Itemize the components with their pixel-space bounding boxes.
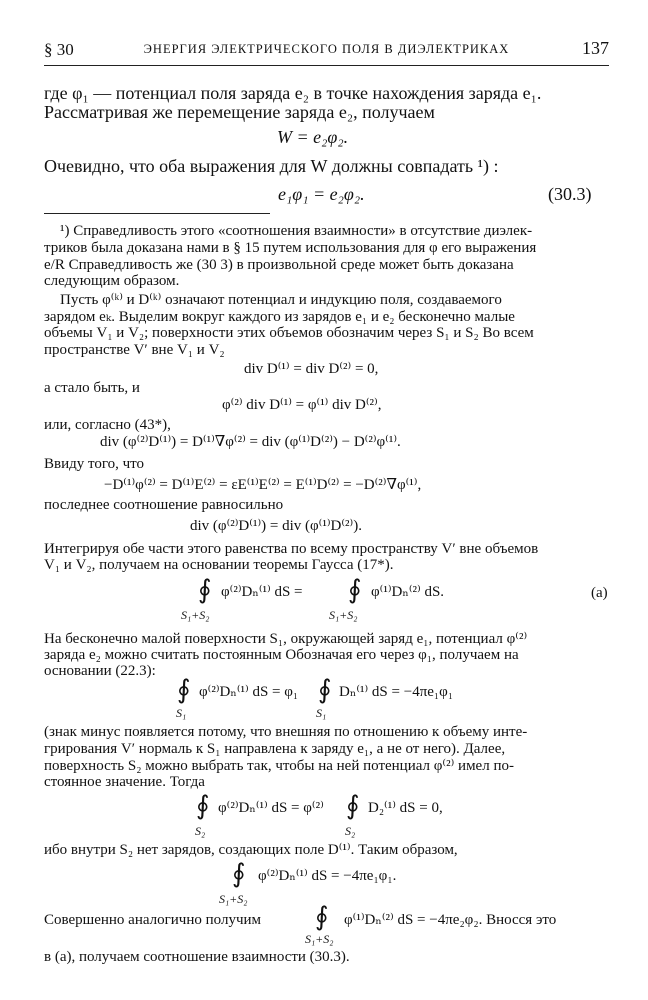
integral-subscript: S₁ (316, 706, 327, 720)
footnote-rule (44, 213, 270, 214)
equation-w: W = e₂φ₂. (277, 127, 349, 147)
footnote-line: ¹) Справедливость этого «соотношения взаимности» в отсутствие диэлек- (60, 223, 533, 239)
section-number: § 30 (44, 40, 74, 59)
footnote-equation: div (φ⁽²⁾D⁽¹⁾) = D⁽¹⁾∇φ⁽²⁾ = div (φ⁽¹⁾D⁽²⁾) − D⁽²⁾φ⁽¹⁾. (100, 434, 401, 450)
footnote-line: Пусть φ⁽ᵏ⁾ и D⁽ᵏ⁾ означают потенциал и индукцию поля, создаваемого (60, 292, 502, 308)
footnote-line: Совершенно аналогично получим (44, 912, 262, 928)
footnote-equation: div D⁽¹⁾ = div D⁽²⁾ = 0, (244, 361, 379, 377)
equation-label: (30.3) (548, 184, 592, 204)
text-line: Очевидно, что оба выражения для W должны совпадать ¹) : (44, 156, 499, 176)
running-header (44, 38, 609, 62)
footnote-equation: φ⁽²⁾Dₙ⁽¹⁾ dS = φ₁ (199, 684, 299, 700)
footnote-line: объемы V₁ и V₂; поверхности этих объемов обозначим через S₁ и S₂ Во всем (44, 325, 534, 341)
footnote-equation: φ⁽²⁾Dₙ⁽¹⁾ dS = φ⁽²⁾ (218, 800, 324, 816)
integral-subscript: S₁+S₂ (305, 932, 334, 946)
equation-30-3: e₁φ₁ = e₂φ₂. (278, 184, 365, 204)
footnote-equation: −D⁽¹⁾φ⁽²⁾ = D⁽¹⁾E⁽²⁾ = εE⁽¹⁾E⁽²⁾ = E⁽¹⁾D⁽²⁾ = −D⁽²⁾∇φ⁽¹⁾, (104, 477, 422, 493)
footnote-line: триков была доказана нами в § 15 путем использования для φ его выражения (44, 240, 537, 256)
integral-subscript: S₁+S₂ (219, 892, 248, 906)
footnote-line: поверхность S₂ можно выбрать так, чтобы на ней потенциал φ⁽²⁾ имел по- (44, 758, 514, 774)
footnote-line: (знак минус появляется потому, что внешняя по отношению к объему инте- (44, 724, 528, 740)
contour-integral: ∮ (315, 902, 329, 931)
text-line: где φ₁ — потенциал поля заряда e₂ в точке нахождения заряда e₁. (44, 83, 542, 103)
footnote-line: Интегрируя обе части этого равенства по всему пространству V′ вне объемов (44, 541, 539, 557)
footnote-line: последнее соотношение равносильно (44, 497, 284, 513)
chapter-title: ЭНЕРГИЯ ЭЛЕКТРИЧЕСКОГО ПОЛЯ В ДИЭЛЕКТРИКАХ (143, 42, 510, 56)
footnote-line: следующим образом. (44, 273, 180, 289)
footnote-line: зарядом eₖ. Выделим вокруг каждого из зарядов e₁ и e₂ бесконечно малые (44, 309, 515, 325)
footnote-equation: φ⁽²⁾Dₙ⁽¹⁾ dS = −4πe₁φ₁. (258, 868, 397, 884)
integral-subscript: S₁+S₂ (181, 608, 210, 622)
contour-integral: ∮ (348, 575, 362, 604)
integral-subscript: S₂ (345, 824, 356, 838)
contour-integral: ∮ (232, 859, 246, 888)
integral-subscript: S₁+S₂ (329, 608, 358, 622)
footnote-equation: φ⁽²⁾ div D⁽¹⁾ = φ⁽¹⁾ div D⁽²⁾, (222, 397, 382, 413)
footnote-equation: D₂⁽¹⁾ dS = 0, (368, 800, 443, 816)
footnote-line: e/R Справедливость же (30 3) в произвольной среде может быть доказана (44, 257, 514, 273)
footnote-equation: div (φ⁽²⁾D⁽¹⁾) = div (φ⁽¹⁾D⁽²⁾). (190, 518, 362, 534)
footnote-line: V₁ и V₂, получаем на основании теоремы Гаусса (17*). (44, 557, 394, 573)
footnote-line: пространстве V′ вне V₁ и V₂ (44, 342, 225, 358)
footnote-line: На бесконечно малой поверхности S₁, окружающей заряд e₁, потенциал φ⁽²⁾ (44, 631, 528, 647)
contour-integral: ∮ (346, 791, 360, 820)
footnote-equation: φ⁽¹⁾Dₙ⁽²⁾ dS. (371, 584, 445, 600)
page-number: 137 (582, 38, 609, 58)
text-line: Рассматривая же перемещение заряда e₂, получаем (44, 102, 435, 122)
integral-subscript: S₁ (176, 706, 187, 720)
contour-integral: ∮ (177, 675, 191, 704)
footnote-line: грирования V′ нормаль к S₁ направлена к заряду e₁, а не от него). Далее, (44, 741, 506, 757)
contour-integral: ∮ (198, 575, 212, 604)
footnote-line: основании (22.3): (44, 663, 156, 679)
footnote-equation: φ⁽²⁾Dₙ⁽¹⁾ dS = (221, 584, 303, 600)
integral-subscript: S₂ (195, 824, 206, 838)
contour-integral: ∮ (196, 791, 210, 820)
equation-label: (a) (591, 585, 608, 601)
footnote-line: в (a), получаем соотношение взаимности (30.3). (44, 949, 350, 965)
footnote-equation: φ⁽¹⁾Dₙ⁽²⁾ dS = −4πe₂φ₂. Вносся это (344, 912, 557, 928)
footnote-line: ибо внутри S₂ нет зарядов, создающих поле D⁽¹⁾. Таким образом, (44, 842, 458, 858)
footnote-line: стоянное значение. Тогда (44, 774, 205, 790)
footnote-line: заряда e₂ можно считать постоянным Обозначая его через φ₁, получаем на (44, 647, 519, 663)
contour-integral: ∮ (318, 675, 332, 704)
footnote-equation: Dₙ⁽¹⁾ dS = −4πe₁φ₁ (339, 684, 454, 700)
footnote-line: или, согласно (43*), (44, 417, 171, 433)
header-rule (44, 65, 609, 66)
footnote-line: а стало быть, и (44, 380, 140, 396)
footnote-line: Ввиду того, что (44, 456, 145, 472)
